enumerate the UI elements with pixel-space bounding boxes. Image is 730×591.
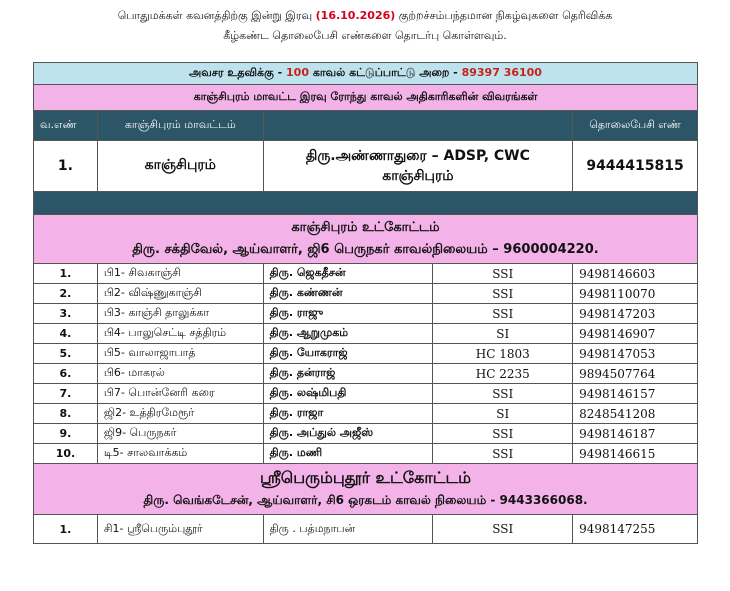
row-sno: 2.: [34, 284, 98, 304]
table-row: [34, 515, 698, 544]
row-officer: திரு. தன்ராஜ்: [263, 364, 433, 384]
row-phone: 9498146187: [573, 424, 698, 444]
row-officer: திரு. மணி: [263, 444, 433, 464]
first-phone: 9444415815: [573, 141, 698, 192]
row-phone: 9498147203: [573, 304, 698, 324]
divider-row: [34, 192, 698, 215]
row-sno: 9.: [34, 424, 98, 444]
row-station: ஜி9- பெருநகர்: [97, 424, 263, 444]
emergency-pre: அவசர உதவிக்கு -: [189, 66, 283, 79]
intro-notice: [0, 6, 730, 46]
subdivision1-rows: [34, 264, 698, 464]
intro-line-2: கீழ்கண்ட தொலைபேசி எண்களை தொடர்பு கொள்ளவும்.: [223, 29, 507, 42]
row-officer: திரு. யோகராஜ்: [263, 344, 433, 364]
intro-date: (16.10.2026): [315, 9, 396, 22]
header-row: [34, 111, 698, 141]
district-title-bar: [34, 85, 698, 111]
row-rank: SSI: [433, 515, 573, 544]
row-phone: 9498147255: [573, 515, 698, 544]
subdivision2-cell: [34, 464, 698, 515]
first-sno: 1.: [34, 141, 98, 192]
row-phone: 9498146907: [573, 324, 698, 344]
first-officer-line1: திரு.அண்ணாதுரை – ADSP, CWC: [305, 148, 530, 164]
subdivision2-detail: திரு. வெங்கடேசன், ஆய்வாளர், சி6 ஒரகடம் காவல் நிலையம் - 9443366068.: [143, 493, 588, 507]
district-title: காஞ்சிபுரம் மாவட்ட இரவு ரோந்து காவல் அதிகாரிகளின் விவரங்கள்: [34, 85, 698, 111]
header-name: [263, 111, 572, 141]
subdivision1-detail: திரு. சக்திவேல், ஆய்வாளர், ஜி6 பெருநகர் காவல்நிலையம் – 9600004220.: [132, 242, 599, 257]
row-sno: 7.: [34, 384, 98, 404]
header-district: காஞ்சிபுரம் மாவட்டம்: [97, 111, 263, 141]
row-phone: 9894507764: [573, 364, 698, 384]
header-sno: வ.எண்: [34, 111, 98, 141]
emergency-num-control: 89397 36100: [461, 66, 542, 79]
row-station: பி1- சிவகாஞ்சி: [97, 264, 263, 284]
row-officer: திரு. ஆறுமுகம்: [263, 324, 433, 344]
table-row: [34, 424, 698, 444]
subdivision2-title: ஸ்ரீபெரும்புதூர் உட்கோட்டம்: [259, 468, 472, 487]
row-rank: SSI: [433, 284, 573, 304]
row-officer: திரு. ராஜு: [263, 304, 433, 324]
emergency-bar: [34, 63, 698, 85]
subdivision1-cell: [34, 215, 698, 264]
row-rank: SI: [433, 404, 573, 424]
row-officer: திரு. லஷ்மிபதி: [263, 384, 433, 404]
emergency-cell: [34, 63, 698, 85]
row-rank: SSI: [433, 304, 573, 324]
intro-line-1: [0, 6, 730, 26]
row-sno: 8.: [34, 404, 98, 424]
row-station: டி5- சாலவாக்கம்: [97, 444, 263, 464]
emergency-num-100: 100: [286, 66, 309, 79]
row-phone: 9498146157: [573, 384, 698, 404]
header-phone: தொலைபேசி எண்: [573, 111, 698, 141]
row-sno: 4.: [34, 324, 98, 344]
first-officer: [263, 141, 572, 192]
row-rank: HC 2235: [433, 364, 573, 384]
row-rank: HC 1803: [433, 344, 573, 364]
row-officer: திரு. ஜெகதீசன்: [263, 264, 433, 284]
row-sno: 10.: [34, 444, 98, 464]
row-sno: 5.: [34, 344, 98, 364]
row-officer: திரு. ராஜா: [263, 404, 433, 424]
row-officer: திரு . பத்மநாபன்: [263, 515, 433, 544]
row-station: பி6- மாகரல்: [97, 364, 263, 384]
table-row: [34, 384, 698, 404]
table-row: [34, 264, 698, 284]
row-phone: 9498110070: [573, 284, 698, 304]
table-row: [34, 324, 698, 344]
first-district: காஞ்சிபுரம்: [97, 141, 263, 192]
table-row: [34, 444, 698, 464]
row-sno: 6.: [34, 364, 98, 384]
row-sno: 1.: [34, 515, 98, 544]
row-rank: SSI: [433, 264, 573, 284]
row-rank: SI: [433, 324, 573, 344]
intro-line1-pre: பொதுமக்கள் கவனத்திற்கு இன்று இரவு: [117, 9, 313, 22]
row-phone: 9498146615: [573, 444, 698, 464]
row-station: பி3- காஞ்சி தாலுக்கா: [97, 304, 263, 324]
subdivision2-rows: [34, 515, 698, 544]
table-row: [34, 364, 698, 384]
intro-line1-post: குற்றச்சம்பந்தமான நிகழ்வுகளை தெரிவிக்க: [398, 9, 613, 22]
row-sno: 1.: [34, 264, 98, 284]
subdivision1-title: காஞ்சிபுரம் உட்கோட்டம்: [291, 220, 440, 235]
row-rank: SSI: [433, 384, 573, 404]
row-rank: SSI: [433, 444, 573, 464]
table-row: [34, 404, 698, 424]
emergency-mid: காவல் கட்டுப்பாட்டு அறை -: [312, 66, 458, 79]
divider-cell: [34, 192, 698, 215]
row-phone: 9498146603: [573, 264, 698, 284]
subdivision1-header: [34, 215, 698, 264]
subdivision2-header: [34, 464, 698, 515]
row-station: ஜி2- உத்திரமேரூர்: [97, 404, 263, 424]
row-sno: 3.: [34, 304, 98, 324]
row-phone: 9498147053: [573, 344, 698, 364]
row-station: பி7- பொன்னேரி கரை: [97, 384, 263, 404]
row-station: சி1- ஸ்ரீபெரும்புதூர்: [97, 515, 263, 544]
table-row: [34, 344, 698, 364]
first-row: [34, 141, 698, 192]
table-row: [34, 284, 698, 304]
row-station: பி4- பாலுசெட்டி சத்திரம்: [97, 324, 263, 344]
table-row: [34, 304, 698, 324]
row-officer: திரு. கண்ணன்: [263, 284, 433, 304]
row-phone: 8248541208: [573, 404, 698, 424]
row-officer: திரு. அப்துல் அஜீஸ்: [263, 424, 433, 444]
row-station: பி2- விஷ்ணுகாஞ்சி: [97, 284, 263, 304]
first-officer-line2: காஞ்சிபுரம்: [382, 168, 454, 184]
row-rank: SSI: [433, 424, 573, 444]
row-station: பி5- வாலாஜாபாத்: [97, 344, 263, 364]
officers-table: [33, 62, 698, 544]
